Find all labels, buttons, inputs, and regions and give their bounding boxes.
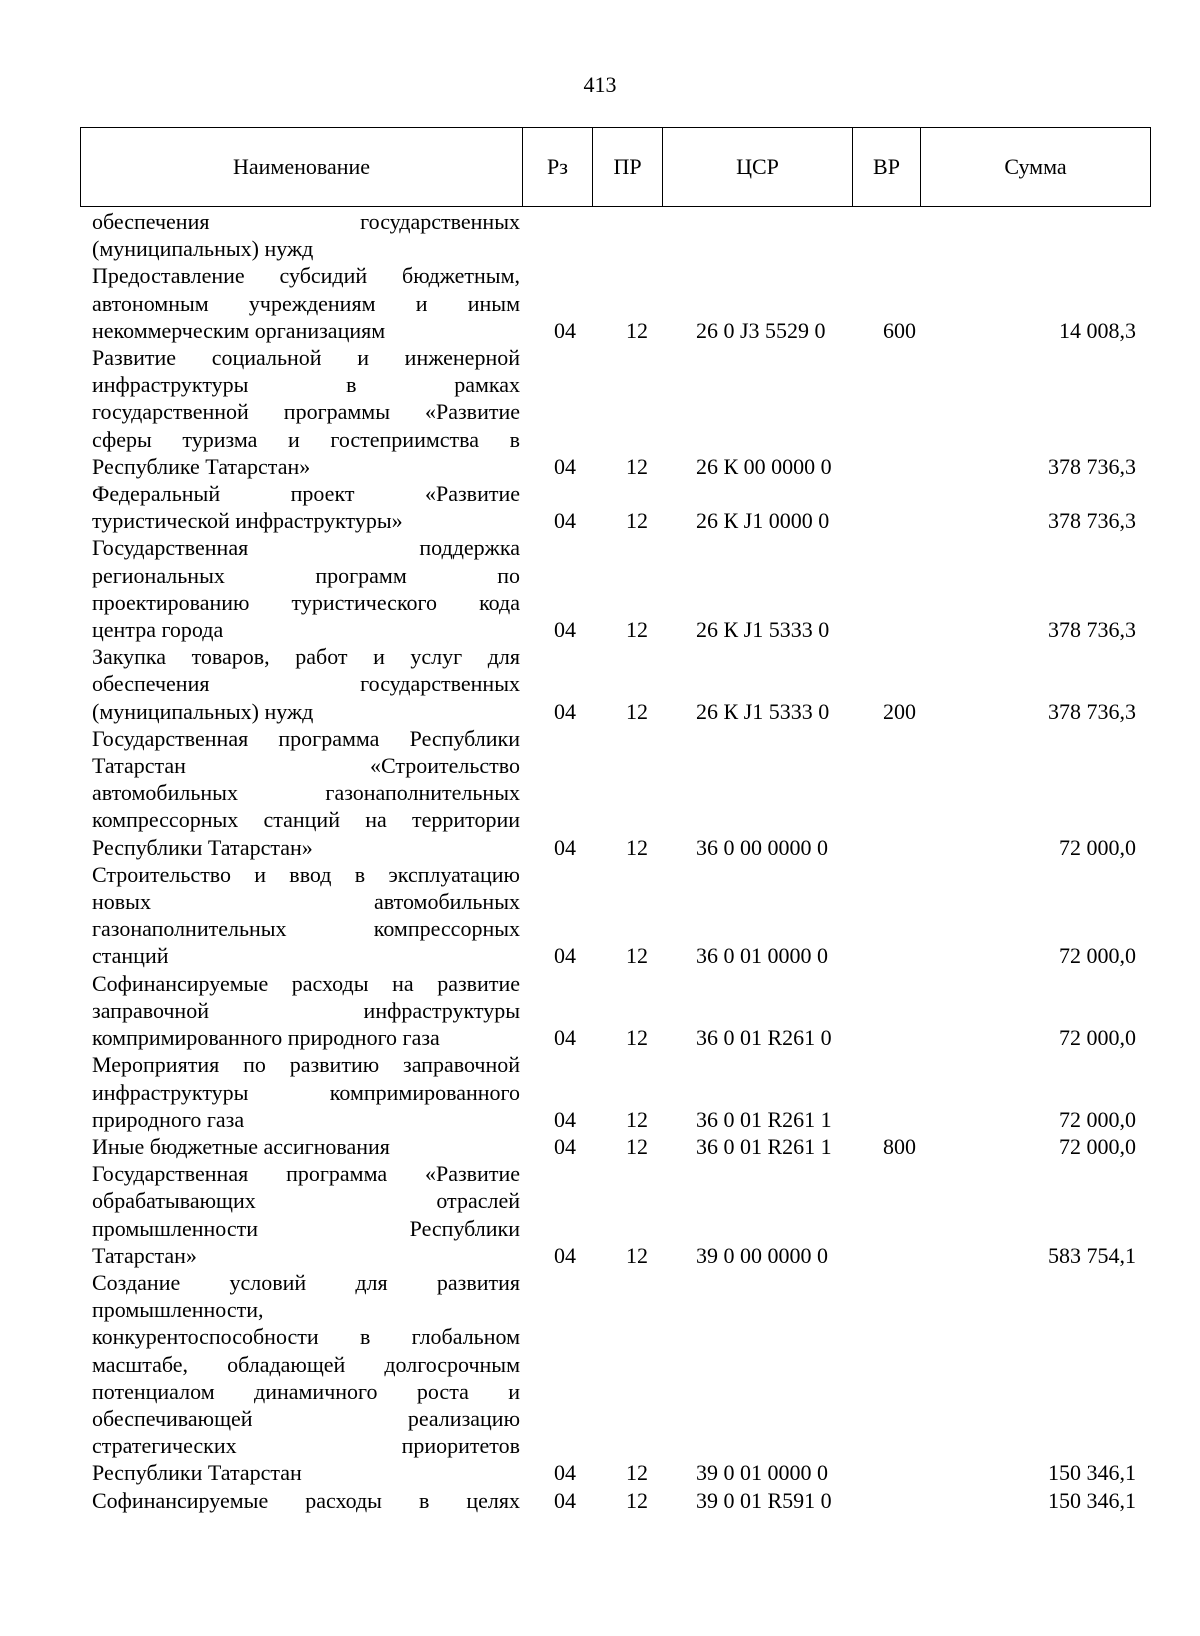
row-name bbox=[92, 643, 520, 725]
row-name-line: масштабе, обладающей долгосрочным bbox=[92, 1351, 520, 1377]
row-name-line: станций bbox=[92, 943, 169, 969]
table-row bbox=[0, 208, 1200, 262]
row-vr: 600 bbox=[883, 317, 916, 343]
row-name-line: компримированного природного газа bbox=[92, 1025, 440, 1051]
row-rz: 04 bbox=[554, 943, 576, 969]
row-pr: 12 bbox=[626, 943, 648, 969]
row-csr: 26 0 J3 5529 0 bbox=[696, 317, 826, 343]
table-row bbox=[0, 1269, 1200, 1487]
row-name bbox=[92, 1487, 520, 1514]
row-name-line: государственной программы «Развитие bbox=[92, 399, 520, 425]
row-pr: 12 bbox=[626, 698, 648, 724]
row-rz: 04 bbox=[554, 1133, 576, 1159]
table-row bbox=[0, 344, 1200, 480]
row-name-line: Федеральный проект «Развитие bbox=[92, 481, 520, 507]
row-name-line: региональных программ по bbox=[92, 562, 520, 588]
row-name-line: проектированию туристического кода bbox=[92, 589, 520, 615]
row-rz: 04 bbox=[554, 1460, 576, 1486]
row-name-line: газонаполнительных компрессорных bbox=[92, 916, 520, 942]
row-name bbox=[92, 208, 520, 262]
row-name bbox=[92, 344, 520, 480]
row-rz: 04 bbox=[554, 834, 576, 860]
row-rz: 04 bbox=[554, 698, 576, 724]
table-row bbox=[0, 1487, 1200, 1514]
row-name bbox=[92, 534, 520, 643]
table-row bbox=[0, 725, 1200, 861]
row-name-line: некоммерческим организациям bbox=[92, 317, 386, 343]
row-name bbox=[92, 861, 520, 970]
row-rz: 04 bbox=[554, 453, 576, 479]
row-name-line: Татарстан» bbox=[92, 1242, 197, 1268]
row-pr: 12 bbox=[626, 1460, 648, 1486]
row-sum: 378 736,3 bbox=[1048, 617, 1136, 643]
row-name-line: Предоставление субсидий бюджетным, bbox=[92, 263, 520, 289]
page-number: 413 bbox=[583, 72, 617, 97]
row-name-line: Мероприятия по развитию заправочной bbox=[92, 1052, 520, 1078]
row-csr: 36 0 01 0000 0 bbox=[696, 943, 828, 969]
row-sum: 72 000,0 bbox=[1059, 943, 1136, 969]
row-name-line: обеспечивающей реализацию bbox=[92, 1405, 520, 1431]
row-sum: 72 000,0 bbox=[1059, 1106, 1136, 1132]
table-row bbox=[0, 1133, 1200, 1160]
row-name-line: обеспечения государственных bbox=[92, 209, 520, 234]
row-pr: 12 bbox=[626, 1242, 648, 1268]
table-row bbox=[0, 534, 1200, 643]
row-name bbox=[92, 970, 520, 1052]
header-pr: ПР bbox=[593, 128, 663, 207]
row-sum: 72 000,0 bbox=[1059, 834, 1136, 860]
header-csr: ЦСР bbox=[663, 128, 853, 207]
row-name bbox=[92, 480, 520, 534]
table-row bbox=[0, 1160, 1200, 1269]
table-row bbox=[0, 262, 1200, 344]
row-csr: 39 0 01 R591 0 bbox=[696, 1487, 832, 1513]
row-name-line: Республики Татарстан bbox=[92, 1460, 302, 1486]
row-csr: 39 0 00 0000 0 bbox=[696, 1242, 828, 1268]
row-pr: 12 bbox=[626, 508, 648, 534]
row-vr: 200 bbox=[883, 698, 916, 724]
row-sum: 72 000,0 bbox=[1059, 1025, 1136, 1051]
row-name bbox=[92, 1269, 520, 1487]
row-name-line: Иные бюджетные ассигнования bbox=[92, 1133, 390, 1159]
row-sum: 150 346,1 bbox=[1048, 1460, 1136, 1486]
row-name-line: автономным учреждениям и иным bbox=[92, 290, 520, 316]
row-name-line: промышленности, bbox=[92, 1297, 264, 1323]
row-csr: 36 0 01 R261 1 bbox=[696, 1133, 832, 1159]
row-rz: 04 bbox=[554, 508, 576, 534]
row-name-line: новых автомобильных bbox=[92, 889, 520, 915]
row-name-line: автомобильных газонаполнительных bbox=[92, 780, 520, 806]
row-name-line: потенциалом динамичного роста и bbox=[92, 1378, 520, 1404]
row-csr: 26 К J1 0000 0 bbox=[696, 508, 830, 534]
table-row bbox=[0, 643, 1200, 725]
row-name-line: Закупка товаров, работ и услуг для bbox=[92, 644, 520, 670]
row-name-line: Государственная программа «Развитие bbox=[92, 1161, 520, 1187]
row-name-line: инфраструктуры в рамках bbox=[92, 372, 520, 398]
row-csr: 39 0 01 0000 0 bbox=[696, 1460, 828, 1486]
table-row bbox=[0, 480, 1200, 534]
row-name-line: сферы туризма и гостеприимства в bbox=[92, 426, 520, 452]
row-pr: 12 bbox=[626, 1133, 648, 1159]
row-name-line: Республики Татарстан» bbox=[92, 834, 313, 860]
row-name-line: центра города bbox=[92, 617, 224, 643]
row-pr: 12 bbox=[626, 453, 648, 479]
row-csr: 36 0 01 R261 0 bbox=[696, 1025, 832, 1051]
row-name-line: Создание условий для развития bbox=[92, 1269, 520, 1295]
row-name-line: (муниципальных) нужд bbox=[92, 236, 314, 262]
row-name-line: конкурентоспособности в глобальном bbox=[92, 1324, 520, 1350]
row-sum: 378 736,3 bbox=[1048, 698, 1136, 724]
row-name-line: Татарстан «Строительство bbox=[92, 753, 520, 779]
row-sum: 583 754,1 bbox=[1048, 1242, 1136, 1268]
header-rz: Рз bbox=[523, 128, 593, 207]
row-pr: 12 bbox=[626, 834, 648, 860]
row-rz: 04 bbox=[554, 317, 576, 343]
row-rz: 04 bbox=[554, 1025, 576, 1051]
row-rz: 04 bbox=[554, 1106, 576, 1132]
row-name-line: стратегических приоритетов bbox=[92, 1433, 520, 1459]
table-row bbox=[0, 861, 1200, 970]
table-header bbox=[80, 127, 1151, 207]
row-name bbox=[92, 1160, 520, 1269]
row-rz: 04 bbox=[554, 1487, 576, 1513]
row-name-line: Республике Татарстан» bbox=[92, 453, 311, 479]
row-name-line: (муниципальных) нужд bbox=[92, 698, 314, 724]
row-name-line: обрабатывающих отраслей bbox=[92, 1188, 520, 1214]
row-name-line: туристической инфраструктуры» bbox=[92, 508, 403, 534]
row-name bbox=[92, 1051, 520, 1133]
row-sum: 14 008,3 bbox=[1059, 317, 1136, 343]
row-sum: 378 736,3 bbox=[1048, 508, 1136, 534]
header-vr: ВР bbox=[853, 128, 921, 207]
row-name-line: Развитие социальной и инженерной bbox=[92, 345, 520, 371]
header-sum: Сумма bbox=[921, 128, 1151, 207]
row-pr: 12 bbox=[626, 617, 648, 643]
row-name-line: природного газа bbox=[92, 1106, 245, 1132]
row-name bbox=[92, 1133, 520, 1160]
table-row bbox=[0, 1051, 1200, 1133]
row-name-line: Государственная программа Республики bbox=[92, 725, 520, 751]
row-name bbox=[92, 262, 520, 344]
row-csr: 26 К 00 0000 0 bbox=[696, 453, 832, 479]
row-rz: 04 bbox=[554, 617, 576, 643]
row-name-line: обеспечения государственных bbox=[92, 671, 520, 697]
row-name-line: заправочной инфраструктуры bbox=[92, 997, 520, 1023]
row-name-line: Софинансируемые расходы в целях bbox=[92, 1487, 520, 1513]
row-csr: 26 К J1 5333 0 bbox=[696, 617, 830, 643]
row-sum: 72 000,0 bbox=[1059, 1133, 1136, 1159]
row-pr: 12 bbox=[626, 1025, 648, 1051]
row-rz: 04 bbox=[554, 1242, 576, 1268]
row-pr: 12 bbox=[626, 317, 648, 343]
row-name-line: Софинансируемые расходы на развитие bbox=[92, 970, 520, 996]
table-body bbox=[0, 208, 1200, 1514]
row-sum: 150 346,1 bbox=[1048, 1487, 1136, 1513]
row-name-line: компрессорных станций на территории bbox=[92, 807, 520, 833]
row-pr: 12 bbox=[626, 1106, 648, 1132]
row-name-line: инфраструктуры компримированного bbox=[92, 1079, 520, 1105]
row-pr: 12 bbox=[626, 1487, 648, 1513]
row-csr: 36 0 01 R261 1 bbox=[696, 1106, 832, 1132]
row-name bbox=[92, 725, 520, 861]
row-name-line: Государственная поддержка bbox=[92, 535, 520, 561]
header-name: Наименование bbox=[81, 128, 523, 207]
row-csr: 26 К J1 5333 0 bbox=[696, 698, 830, 724]
row-sum: 378 736,3 bbox=[1048, 453, 1136, 479]
row-csr: 36 0 00 0000 0 bbox=[696, 834, 828, 860]
row-name-line: Строительство и ввод в эксплуатацию bbox=[92, 861, 520, 887]
table-row bbox=[0, 970, 1200, 1052]
row-vr: 800 bbox=[883, 1133, 916, 1159]
row-name-line: промышленности Республики bbox=[92, 1215, 520, 1241]
